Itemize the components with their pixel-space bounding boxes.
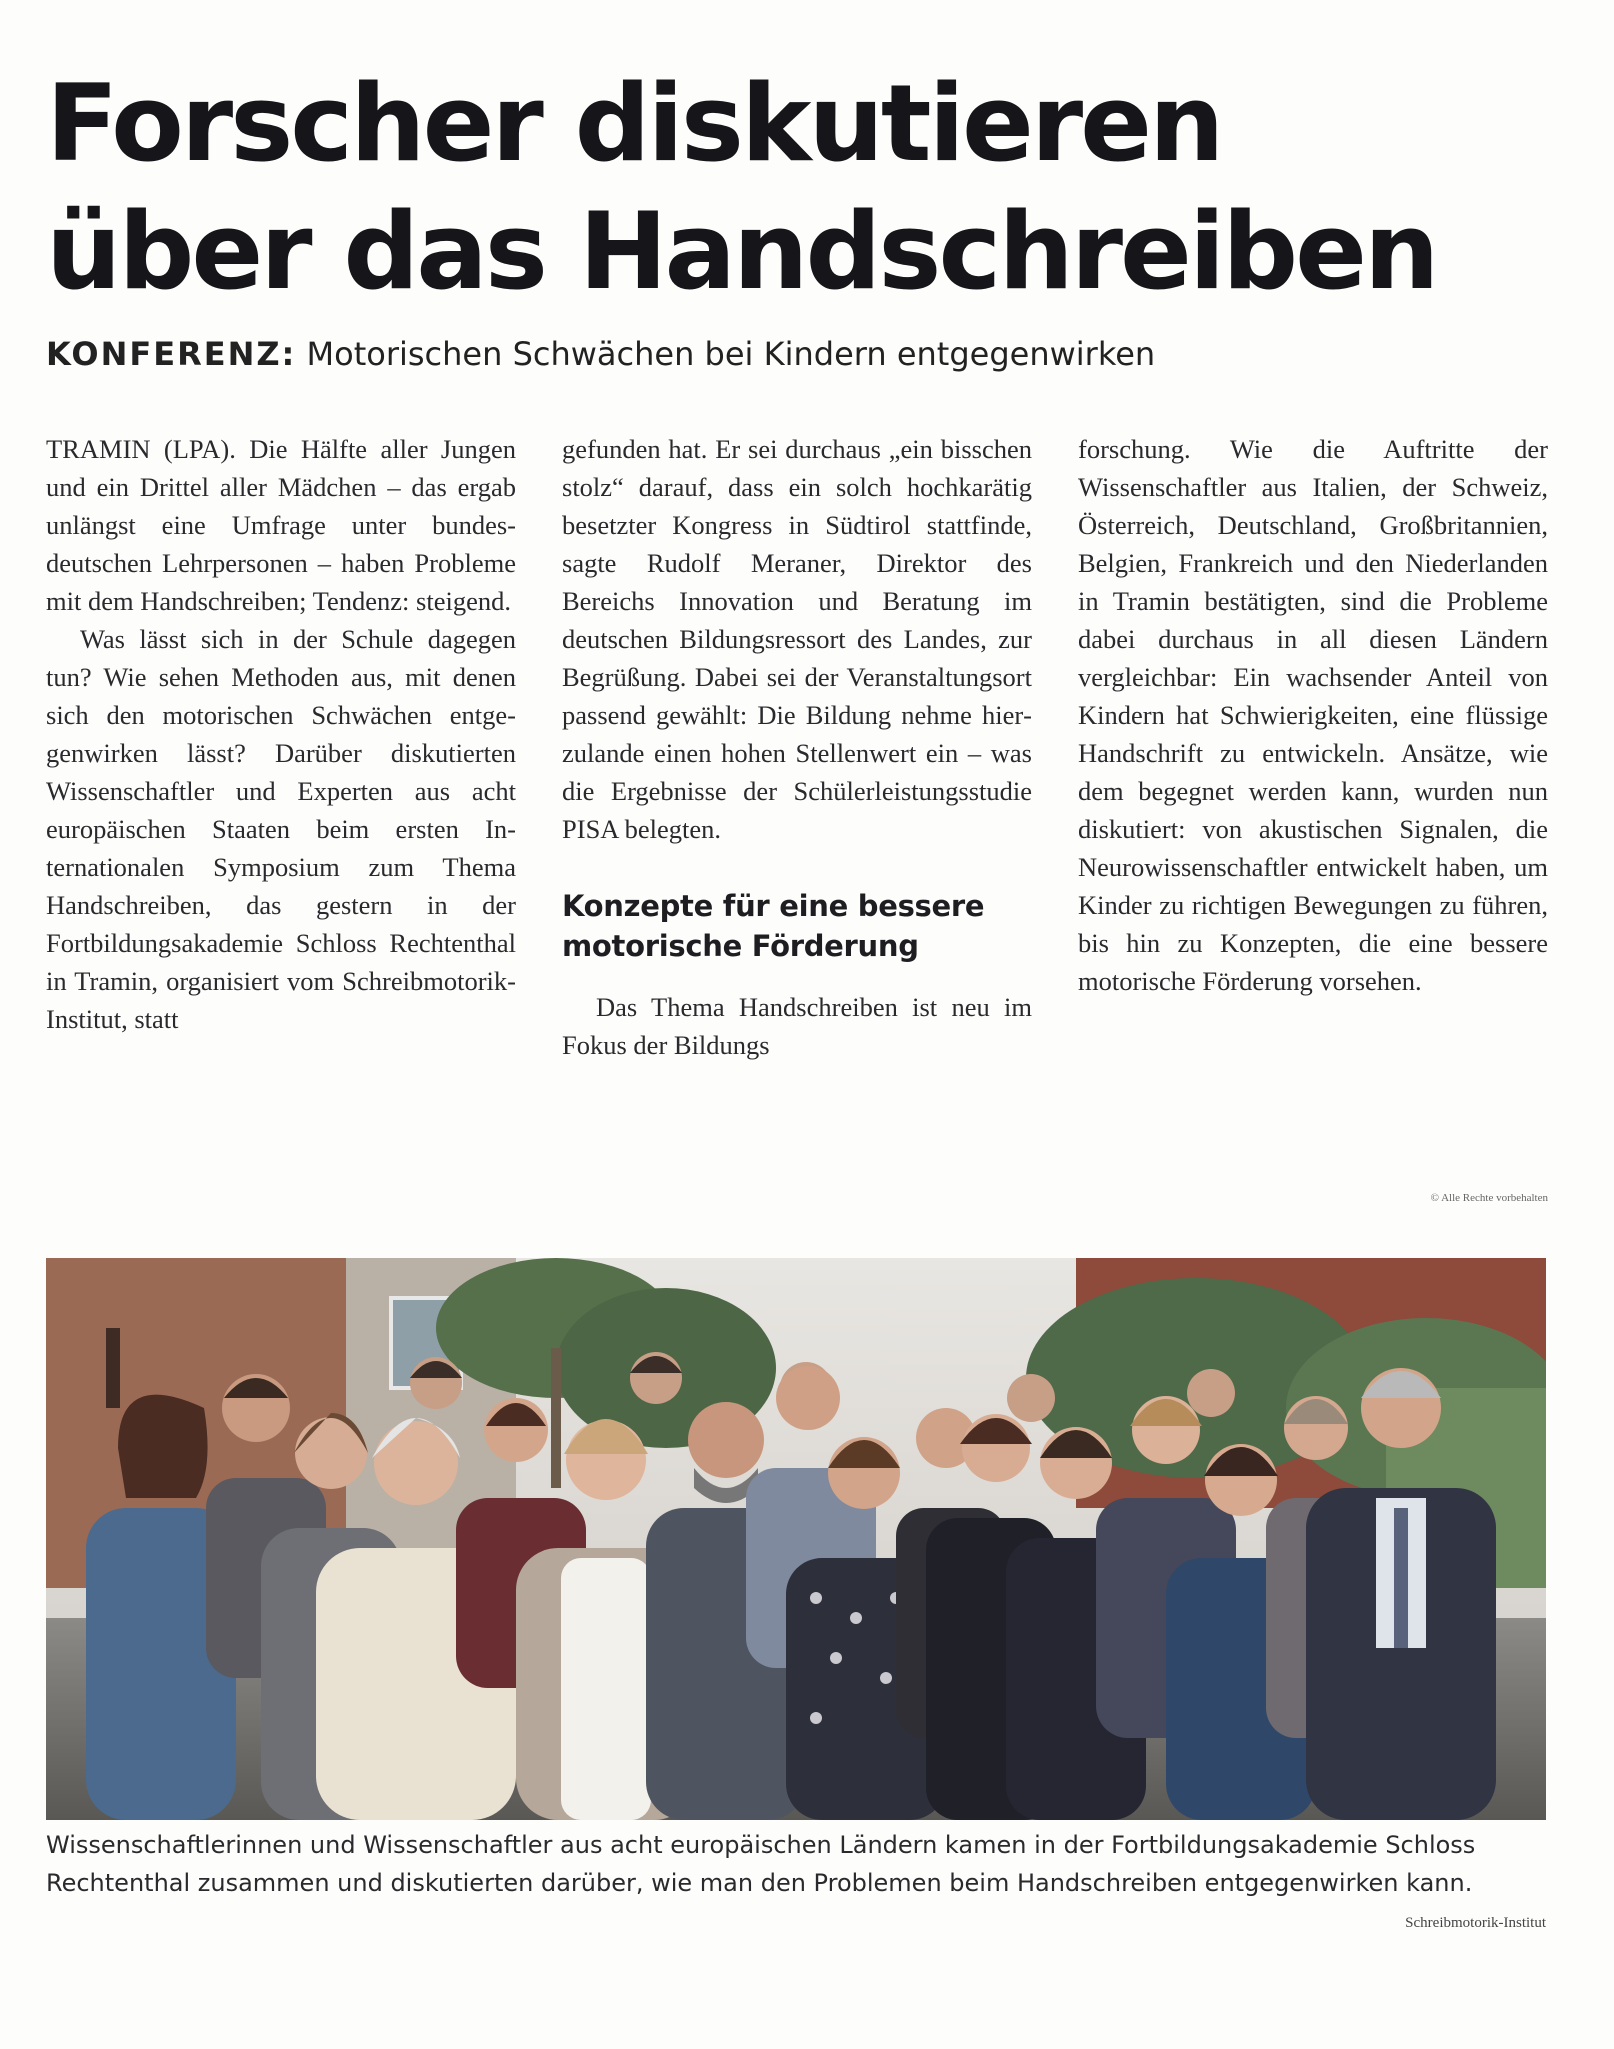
subheadline [46,334,1586,374]
paragraph-4: Das Thema Handschreiben ist neu im Fokus der Bildungs [562,992,1032,1060]
article-column-3 [1078,430,1548,1000]
headline-line-2: über das Handschreiben [46,190,1437,313]
kicker-separator: : [281,335,297,373]
paragraph-1: TRAMIN (LPA). Die Hälfte aller Jungen und ein Drittel aller Mädchen – das ergab unlängst eine Umfrage unter bundesdeutschen Lehrpersonen – haben Probleme mit dem Handschreiben; Tendenz: steigend. [46,434,516,616]
article-column-1 [46,430,516,1038]
rights-notice: © Alle Rechte vorbehalten [1430,1192,1548,1204]
headline-line-1: Forscher diskutieren [46,62,1222,185]
subheadline-text: Motorischen Schwächen bei Kindern entgegenwirken [296,335,1156,373]
photo-caption: Wissenschaftlerinnen und Wissenschaftler aus acht europäischen Ländern kamen in der Fortbildungsakademie Schloss Rechtenthal zusammen und diskutierten darüber, wie man den Problemen beim Handschreiben entgegenwirken kann. [46,1831,1476,1897]
paragraph-5: forschung. Wie die Auftritte der Wissenschaftler aus Italien, der Schweiz, Österreich, Deutschland, Großbritannien, Belgien, Frankreich und den Niederlanden in Tramin bestätigten, sind die Probleme dabei durchaus in all diesen Ländern vergleichbar: Ein wachsender Anteil von Kindern hat Schwierigkeiten, eine flüssige Handschrift zu entwickeln. Ansätze, wie dem begegnet werden kann, wurden nun diskutiert: von akustischen Signalen, die Neurowissenschaftler entwickelt haben, um Kinder zu richtigen Bewegungen zu führen, bis hin zu Konzepten, die eine bessere motorische Förderung vorsehen. [1078,434,1548,996]
paragraph-2: Was lässt sich in der Schule dagegen tun? Wie sehen Methoden aus, mit denen sich den motorischen Schwächen entgegenwirken lässt? Darüber diskutierten Wissenschaftler und Experten aus acht europäischen Staaten beim ersten Internationalen Symposium zum Thema Handschreiben, das gestern in der Fortbildungsakademie Schloss Rechtenthal in Tramin, organisiert vom Schreibmotorik-Institut, statt [46,624,516,1034]
section-subheading: Konzepte für eine bessere motorische Förderung [562,889,985,963]
group-photo [46,1258,1546,1820]
article-column-2 [562,430,1032,1064]
headline [46,60,1586,316]
kicker: KONFERENZ [46,335,282,373]
photo-credit: Schreibmotorik-Institut [1405,1915,1546,1931]
paragraph-3: gefunden hat. Er sei durchaus „ein bisschen stolz“ darauf, dass ein solch hochkarätig besetzter Kongress in Südtirol stattfinde, sagte Rudolf Meraner, Direktor des Bereichs Innovation und Beratung im deutschen Bildungsressort des Landes, zur Begrüßung. Dabei sei der Veranstaltungsort passend gewählt: Die Bildung nehme hierzulande einen hohen Stellenwert ein – was die Ergebnisse der Schülerleistungsstudie PISA belegten. [562,434,1032,844]
